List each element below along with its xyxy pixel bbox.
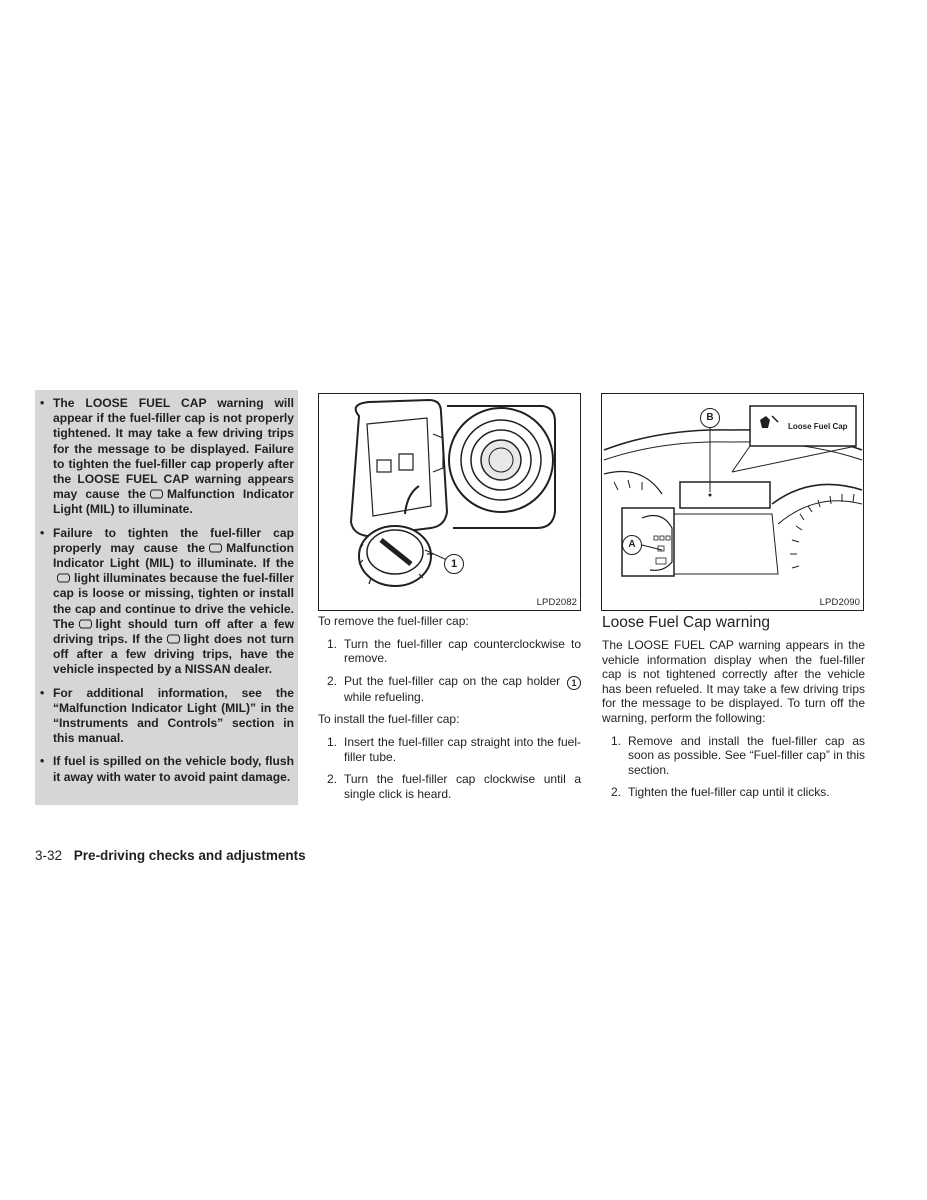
fuel-filler-figure xyxy=(318,393,581,611)
middle-column xyxy=(318,614,581,809)
check-engine-icon xyxy=(56,572,71,584)
remove-intro: To remove the fuel-filler cap: xyxy=(318,614,469,628)
install-step: 2. Turn the fuel-filler cap clockwise until a single click is heard. xyxy=(327,772,581,801)
check-engine-icon xyxy=(149,488,164,500)
remove-step: 2. Put the fuel-filler cap on the cap holder 1 while refueling. xyxy=(318,674,581,705)
loose-cap-step: 2. Tighten the fuel-filler cap until it clicks. xyxy=(611,785,830,800)
warning-item: • Failure to tighten the fuel-filler cap properly may cause the Malfunction Indicator Light (MIL) to illuminate. If thelight illuminates because the fuel-filler cap is loose or missing, tighten or install the cap and continue to drive the vehicle. The light should turn off after a few driving trips. If the light does not turn off after a few driving trips, have the vehicle inspected by a NISSAN dealer. xyxy=(40,525,294,677)
warning-item: • If fuel is spilled on the vehicle body, flush it away with water to avoid paint damage. xyxy=(40,754,294,784)
section-title: Loose Fuel Cap warning xyxy=(602,614,771,631)
bullet: • xyxy=(40,525,45,540)
callout-1: 1 xyxy=(444,554,464,574)
figure-code: LPD2090 xyxy=(819,597,860,608)
install-step: 1. Insert the fuel-filler cap straight into the fuel-filler tube. xyxy=(327,734,581,764)
bullet: • xyxy=(40,396,45,410)
warning-item: • For additional information, see the “Malfunction Indicator Light (MIL)” in the “Instruments and Controls” section in this manual. xyxy=(40,685,294,746)
bullet: • xyxy=(40,685,45,700)
check-engine-icon xyxy=(208,542,223,554)
page-footer xyxy=(35,848,306,863)
circled-number: 1 xyxy=(567,676,581,690)
fuel-filler-illustration xyxy=(319,394,580,610)
loose-cap-step: 1. Remove and install the fuel-filler cap as soon as possible. See “Fuel-filler cap” in this section. xyxy=(611,733,865,777)
callout-b: B xyxy=(700,408,720,428)
remove-step: 1. Turn the fuel-filler cap counterclockwise to remove. xyxy=(327,636,581,666)
page-number: 3-32 xyxy=(35,848,63,863)
check-engine-icon xyxy=(78,618,93,630)
section-body: The LOOSE FUEL CAP warning appears in the vehicle information display when the fuel-filler cap is not tightened correctly after the vehicle has been refueled. It may take a few driving trips for the message to be displayed. To turn off the warning, perform the following: xyxy=(602,638,865,725)
check-engine-icon xyxy=(166,633,181,645)
display-message: Loose Fuel Cap xyxy=(788,422,848,431)
warning-box xyxy=(35,390,298,805)
figure-code: LPD2082 xyxy=(536,597,577,608)
warning-item: • The LOOSE FUEL CAP warning will appear if the fuel-filler cap is not properly tightened. It may take a few driving trips for the message to be displayed. Failure to tighten the fuel-filler cap properly after the LOOSE FUEL CAP warning appears may cause the Malfunction Indicator Light (MIL) to illuminate. xyxy=(40,396,295,517)
bullet: • xyxy=(40,754,45,769)
right-column xyxy=(602,614,865,808)
chapter-title: Pre-driving checks and adjustments xyxy=(73,848,306,863)
instrument-cluster-figure xyxy=(601,393,864,611)
callout-a: A xyxy=(622,535,642,555)
install-intro: To install the fuel-filler cap: xyxy=(318,712,460,727)
